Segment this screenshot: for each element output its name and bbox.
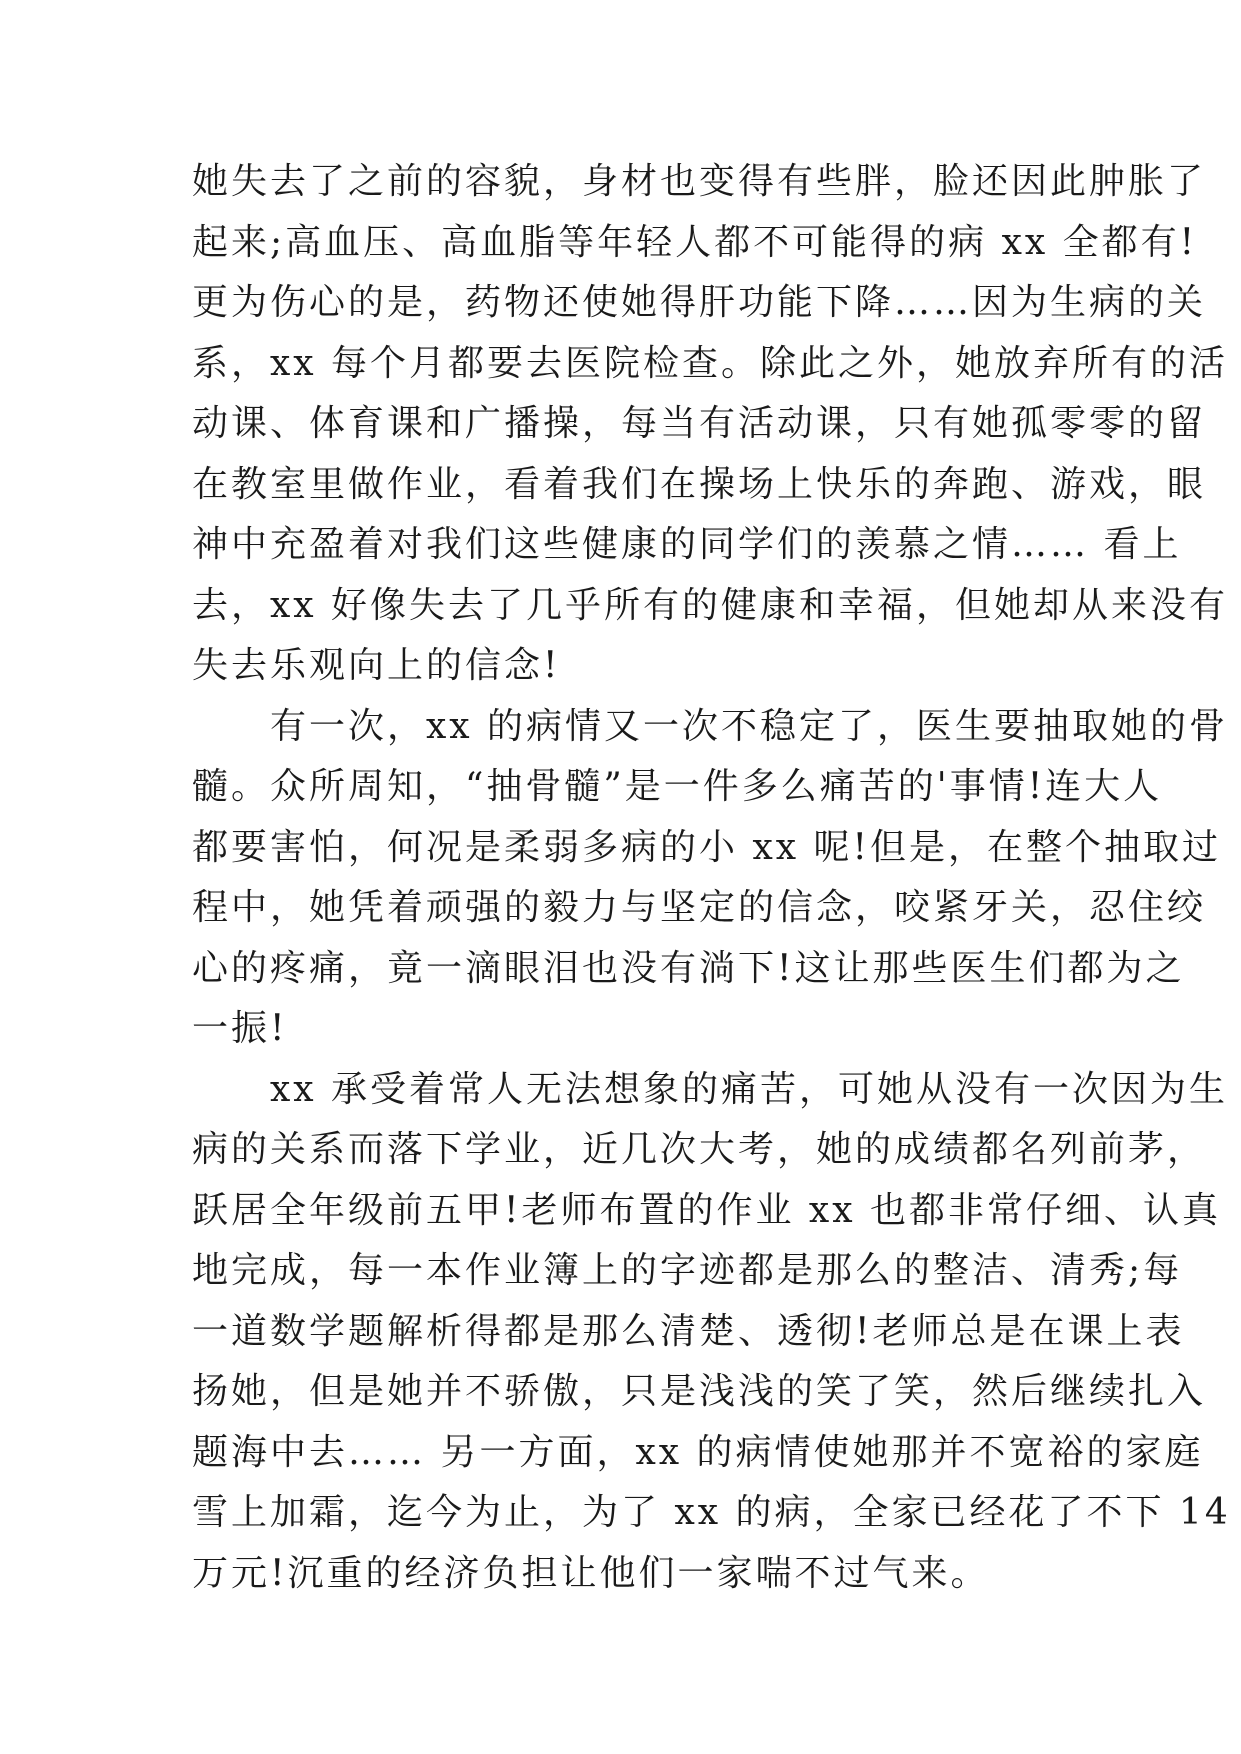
text-line: 心的疼痛，竟一滴眼泪也没有淌下!这让那些医生们都为之 bbox=[192, 947, 1185, 989]
text-line: 神中充盈着对我们这些健康的同学们的羡慕之情…… 看上 bbox=[192, 524, 1182, 565]
text-line: 跃居全年级前五甲!老师布置的作业 xx 也都非常仔细、认真 bbox=[192, 1189, 1221, 1231]
text-line: 地完成，每一本作业簿上的字迹都是那么的整洁、清秀;每 bbox=[192, 1250, 1183, 1291]
text-line: 她失去了之前的容貌，身材也变得有些胖，脸还因此肿胀了 bbox=[192, 161, 1207, 202]
text-line: 扬她，但是她并不骄傲，只是浅浅的笑了笑，然后继续扎入 bbox=[192, 1371, 1207, 1412]
text-line: 题海中去…… 另一方面，xx 的病情使她那并不宽裕的家庭 bbox=[192, 1431, 1204, 1473]
text-line: 更为伤心的是，药物还使她得肝功能下降……因为生病的关 bbox=[192, 282, 1207, 323]
text-line: 万元!沉重的经济负担让他们一家喘不过气来。 bbox=[192, 1552, 990, 1594]
paragraph-2 bbox=[192, 697, 1229, 1060]
text-line: 动课、体育课和广播操，每当有活动课，只有她孤零零的留 bbox=[192, 403, 1207, 444]
text-line: 起来;高血压、高血脂等年轻人都不可能得的病 xx 全都有! bbox=[192, 221, 1198, 263]
paragraph-1 bbox=[192, 152, 1229, 697]
text-line: 髓。众所周知，“抽骨髓”是一件多么痛苦的'事情!连大人 bbox=[192, 766, 1163, 807]
text-line: 一道数学题解析得都是那么清楚、透彻!老师总是在课上表 bbox=[192, 1310, 1185, 1352]
text-line: 失去乐观向上的信念! bbox=[192, 645, 561, 686]
text-line: 去，xx 好像失去了几乎所有的健康和幸福，但她却从来没有 bbox=[192, 584, 1229, 626]
text-line: 有一次，xx 的病情又一次不稳定了，医生要抽取她的骨 bbox=[192, 705, 1229, 747]
text-line: 雪上加霜，迄今为止，为了 xx 的病，全家已经花了不下 14 bbox=[192, 1492, 1231, 1533]
text-line: 系，xx 每个月都要去医院检查。除此之外，她放弃所有的活 bbox=[192, 342, 1229, 384]
document-body bbox=[192, 152, 1231, 1604]
text-line: 程中，她凭着顽强的毅力与坚定的信念，咬紧牙关，忍住绞 bbox=[192, 887, 1207, 928]
text-line: 在教室里做作业，看着我们在操场上快乐的奔跑、游戏，眼 bbox=[192, 463, 1207, 505]
text-line: 都要害怕，何况是柔弱多病的小 xx 呢!但是，在整个抽取过 bbox=[192, 826, 1221, 868]
paragraph-3 bbox=[192, 1060, 1231, 1605]
text-line: 病的关系而落下学业，近几次大考，她的成绩都名列前茅， bbox=[192, 1129, 1207, 1170]
text-line: 一振! bbox=[192, 1008, 288, 1049]
text-line: xx 承受着常人无法想象的痛苦，可她从没有一次因为生 bbox=[192, 1068, 1229, 1110]
